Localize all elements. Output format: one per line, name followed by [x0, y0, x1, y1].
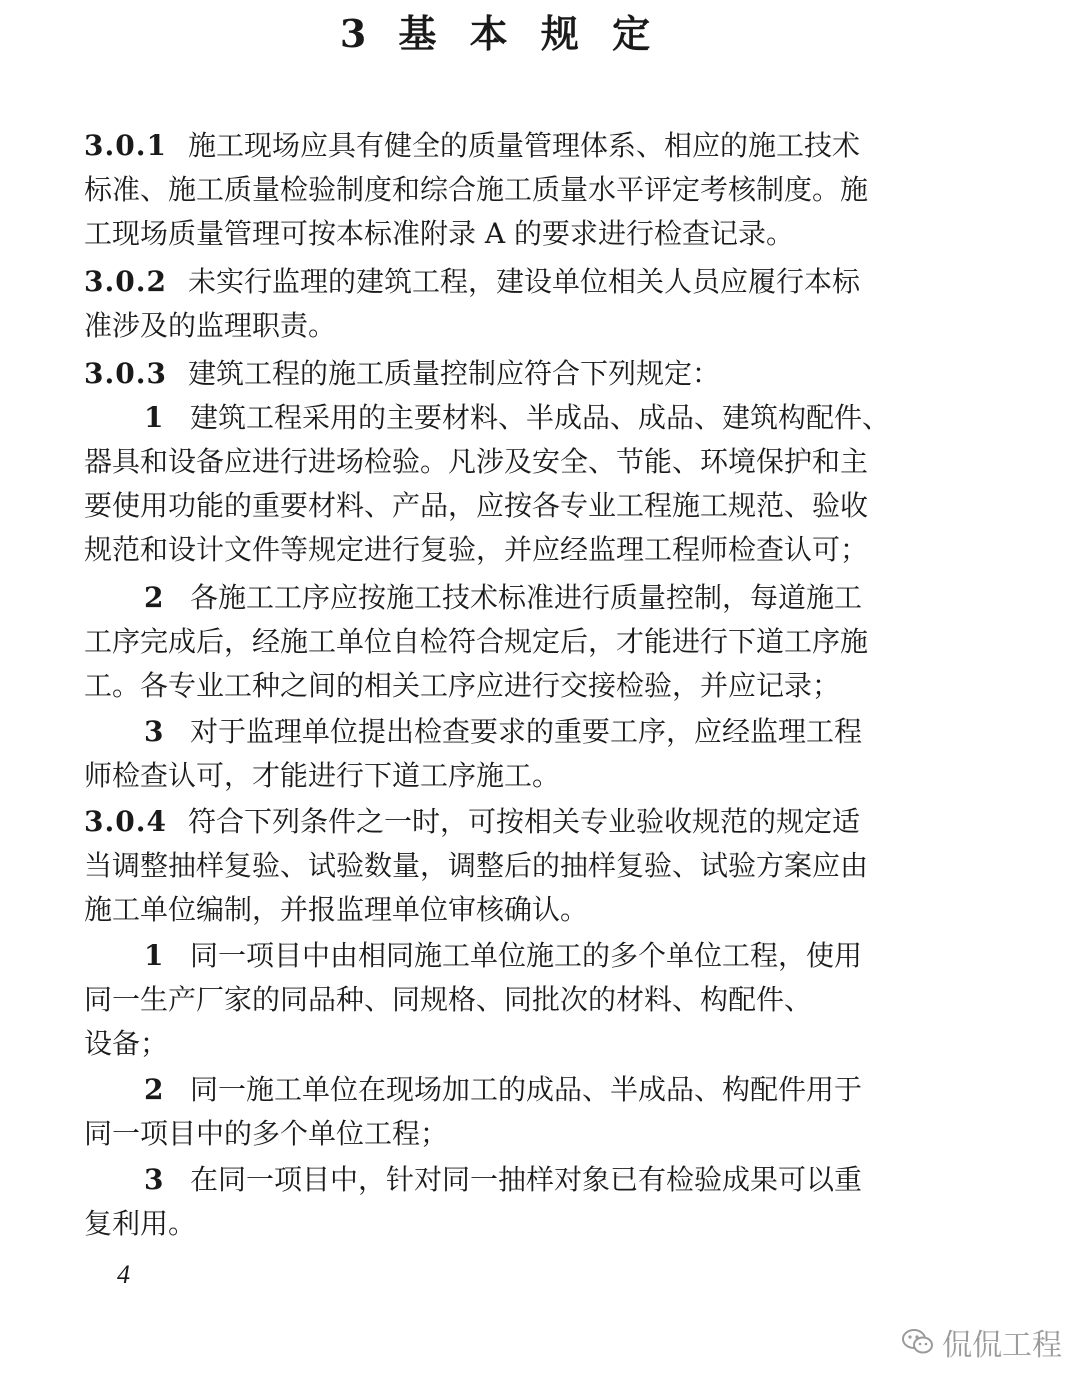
item-text: 同一施工单位在现场加工的成品、半成品、构配件用于	[190, 1073, 863, 1106]
item-number: 1	[144, 939, 164, 972]
clause-3-0-1-line-3: 工现场质量管理可按本标准附录 A 的要求进行检查记录。	[84, 217, 795, 250]
clause-3-0-4-item-2-line-1	[144, 1070, 862, 1110]
item-number: 2	[144, 581, 164, 614]
clause-3-0-4-item-1-line-1	[144, 936, 862, 976]
item-text: 在同一项目中，针对同一抽样对象已有检验成果可以重	[190, 1163, 863, 1196]
chapter-title	[0, 6, 1000, 62]
clause-3-0-4-line-2: 当调整抽样复验、试验数量，调整后的抽样复验、试验方案应由	[84, 849, 869, 882]
clause-text: 建筑工程的施工质量控制应符合下列规定：	[188, 357, 721, 390]
item-number: 3	[144, 715, 164, 748]
clause-3-0-3-item-1-line-4: 规范和设计文件等规定进行复验，并应经监理工程师检查认可；	[84, 533, 869, 566]
clause-number: 3.0.3	[84, 357, 167, 390]
wechat-icon	[902, 1328, 934, 1356]
watermark-text: 侃侃工程	[942, 1328, 1062, 1363]
item-number: 1	[144, 401, 164, 434]
clause-3-0-4-item-1-line-2: 同一生产厂家的同品种、同规格、同批次的材料、构配件、	[84, 983, 813, 1016]
clause-3-0-3-item-3-line-1	[144, 712, 862, 752]
item-text: 对于监理单位提出检查要求的重要工序，应经监理工程	[190, 715, 863, 748]
clause-text: 符合下列条件之一时，可按相关专业验收规范的规定适	[188, 805, 861, 838]
clause-3-0-1-line-1	[84, 126, 860, 166]
clause-3-0-4-item-3-line-2: 复利用。	[84, 1207, 197, 1240]
item-text: 建筑工程采用的主要材料、半成品、成品、建筑构配件、	[190, 401, 891, 434]
watermark	[902, 1322, 1062, 1362]
clause-text: 施工现场应具有健全的质量管理体系、相应的施工技术	[188, 129, 861, 162]
clause-text: 未实行监理的建筑工程，建设单位相关人员应履行本标	[188, 265, 861, 298]
item-text: 同一项目中由相同施工单位施工的多个单位工程，使用	[190, 939, 863, 972]
item-text: 各施工工序应按施工技术标准进行质量控制，每道施工	[190, 581, 863, 614]
chapter-number: 3	[339, 11, 377, 56]
clause-3-0-2-line-2: 准涉及的监理职责。	[84, 309, 337, 342]
clause-3-0-3-item-1-line-3: 要使用功能的重要材料、产品，应按各专业工程施工规范、验收	[84, 489, 869, 522]
chapter-title-text: 基 本 规 定	[398, 11, 661, 56]
clause-3-0-4-line-3: 施工单位编制，并报监理单位审核确认。	[84, 893, 589, 926]
clause-number: 3.0.4	[84, 805, 167, 838]
clause-3-0-3-item-2-line-1	[144, 578, 862, 618]
page-number: 4	[117, 1260, 130, 1289]
clause-3-0-3-line-1	[84, 354, 720, 394]
clause-3-0-1-line-2: 标准、施工质量检验制度和综合施工质量水平评定考核制度。施	[84, 173, 869, 206]
clause-3-0-2-line-1	[84, 262, 860, 302]
item-number: 2	[144, 1073, 164, 1106]
clause-3-0-4-item-2-line-2: 同一项目中的多个单位工程；	[84, 1117, 449, 1150]
clause-3-0-3-item-2-line-3: 工。各专业工种之间的相关工序应进行交接检验，并应记录；	[84, 669, 841, 702]
clause-3-0-4-item-1-line-3: 设备；	[84, 1027, 169, 1060]
item-number: 3	[144, 1163, 164, 1196]
clause-number: 3.0.2	[84, 265, 167, 298]
clause-3-0-4-item-3-line-1	[144, 1160, 862, 1200]
clause-3-0-3-item-1-line-2: 器具和设备应进行进场检验。凡涉及安全、节能、环境保护和主	[84, 445, 869, 478]
clause-3-0-4-line-1	[84, 802, 860, 842]
clause-3-0-3-item-3-line-2: 师检查认可，才能进行下道工序施工。	[84, 759, 561, 792]
clause-3-0-3-item-2-line-2: 工序完成后，经施工单位自检符合规定后，才能进行下道工序施	[84, 625, 869, 658]
clause-3-0-3-item-1-line-1	[144, 398, 890, 438]
clause-number: 3.0.1	[84, 129, 167, 162]
